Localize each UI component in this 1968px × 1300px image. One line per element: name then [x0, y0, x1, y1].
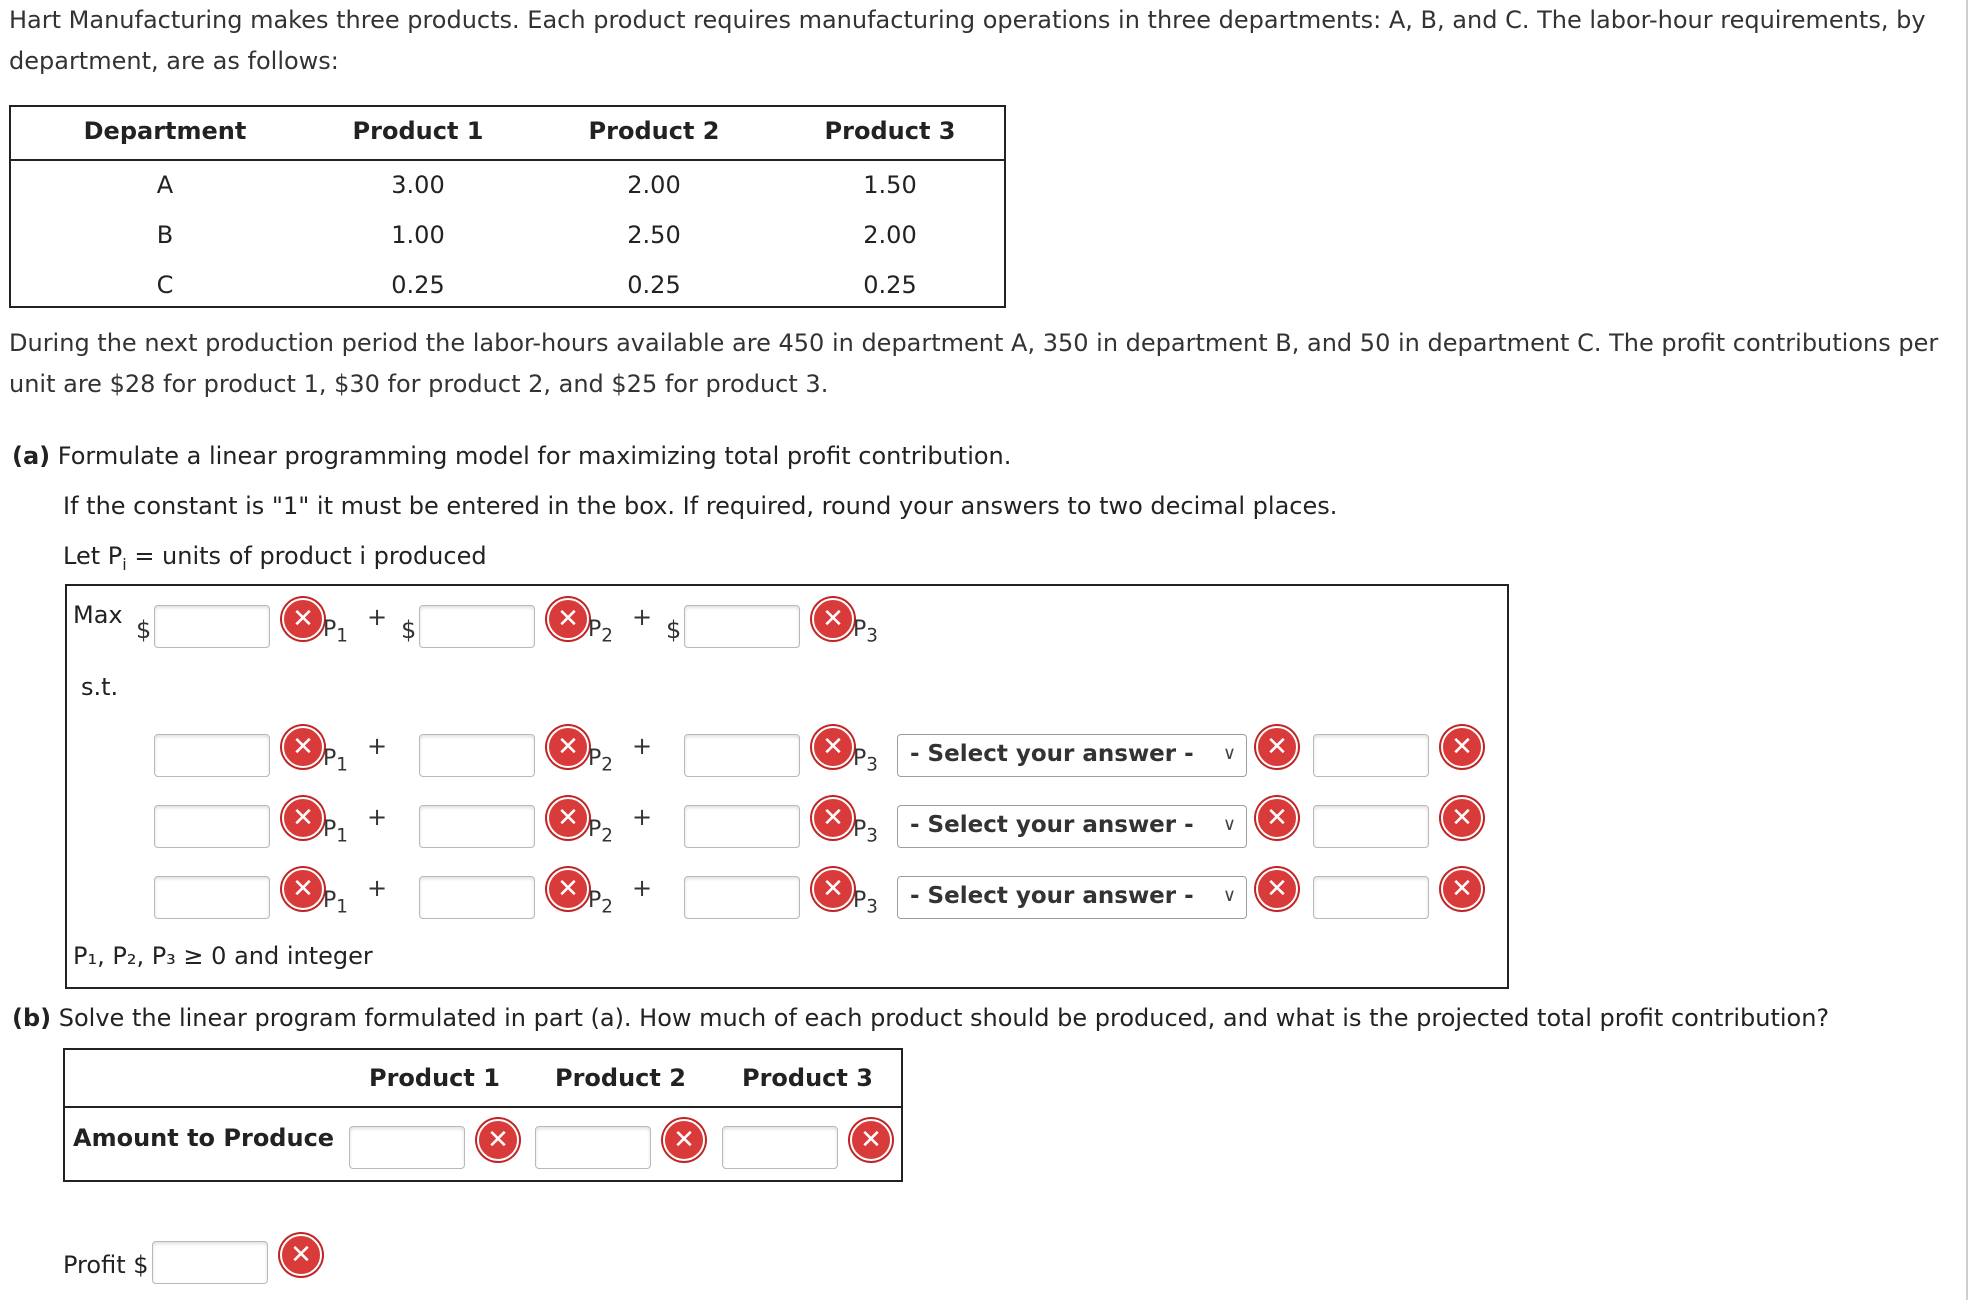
constraint-2-coef-p3-input[interactable]: [684, 805, 800, 848]
plus-sign: +: [367, 603, 388, 631]
incorrect-icon: ✕: [1441, 868, 1483, 910]
header-product-3: Product 3: [742, 1064, 873, 1092]
constraint-1-coef-p1-input[interactable]: [154, 734, 270, 777]
max-label: Max: [73, 601, 123, 629]
amount-product-2-input[interactable]: [535, 1126, 651, 1169]
part-b-label: (b): [12, 1004, 52, 1032]
solution-table-header: [65, 1050, 901, 1108]
var-p1: $P_1$: [323, 617, 348, 647]
var-p1: $P_1$: [323, 888, 348, 918]
incorrect-icon: ✕: [282, 726, 324, 768]
constraint-3-coef-p1-input[interactable]: [154, 876, 270, 919]
var-p3: $P_3$: [853, 817, 878, 847]
constraint-3-coef-p2-input[interactable]: [419, 876, 535, 919]
plus-sign: +: [367, 874, 388, 902]
incorrect-icon: ✕: [812, 598, 854, 640]
dollar-sign: $: [401, 616, 417, 644]
labor-hours-table: Department Product 1 Product 2 Product 3 A 3.00 2.00 1.50 B 1.00 2.50 2.00 C 0.25 0.25 0.25: [9, 105, 1006, 308]
incorrect-icon: ✕: [812, 868, 854, 910]
incorrect-icon: ✕: [1441, 726, 1483, 768]
var-p2: $P_2$: [588, 746, 613, 776]
amount-product-3-input[interactable]: [722, 1126, 838, 1169]
chevron-down-icon: ∨: [1222, 743, 1236, 764]
amount-product-1-input[interactable]: [349, 1126, 465, 1169]
constraint-2-coef-p1-input[interactable]: [154, 805, 270, 848]
constraint-2-relation-select[interactable]: - Select your answer - ∨: [897, 805, 1247, 848]
incorrect-icon: ✕: [282, 598, 324, 640]
dollar-sign: $: [136, 616, 152, 644]
part-a-instruction: If the constant is "1" it must be entered in the box. If required, round your answers to two decimal places.: [63, 492, 1338, 520]
header-product-1: Product 1: [352, 117, 484, 145]
header-product-2: Product 2: [555, 1064, 686, 1092]
var-p2: $P_2$: [588, 617, 613, 647]
incorrect-icon: ✕: [1256, 868, 1298, 910]
incorrect-icon: ✕: [850, 1119, 892, 1161]
constraint-3-rhs-input[interactable]: [1313, 876, 1429, 919]
incorrect-icon: ✕: [547, 797, 589, 839]
incorrect-icon: ✕: [1256, 797, 1298, 839]
chevron-down-icon: ∨: [1222, 814, 1236, 835]
plus-sign: +: [632, 732, 653, 760]
incorrect-icon: ✕: [282, 868, 324, 910]
var-p1: $P_1$: [323, 817, 348, 847]
part-a-question: [12, 442, 1011, 470]
plus-sign: +: [632, 803, 653, 831]
constraint-1-rhs-input[interactable]: [1313, 734, 1429, 777]
dollar-sign: $: [666, 616, 682, 644]
part-a-text: Formulate a linear programming model for maximizing total profit contribution.: [57, 442, 1012, 470]
profit-label: Profit $: [63, 1251, 149, 1279]
header-product-2: Product 2: [588, 117, 720, 145]
part-a-label: (a): [12, 442, 51, 470]
incorrect-icon: ✕: [280, 1234, 322, 1276]
incorrect-icon: ✕: [663, 1119, 705, 1161]
intro-text: Hart Manufacturing makes three products. Each product requires manufacturing operations in three departments: A, B, and C. The labor-hour requirements, by department, are as follows:: [9, 6, 1926, 75]
part-b-text: Solve the linear program formulated in part (a). How much of each product should be produced, and what is the projected total profit contribution?: [58, 1004, 1830, 1032]
var-p2: $P_2$: [588, 817, 613, 847]
objective-coef-p1-input[interactable]: [154, 605, 270, 648]
incorrect-icon: ✕: [547, 598, 589, 640]
nonnegativity-constraint: P₁, P₂, P₃ ≥ 0 and integer: [73, 942, 373, 970]
constraint-3-coef-p3-input[interactable]: [684, 876, 800, 919]
plus-sign: +: [632, 603, 653, 631]
chevron-down-icon: ∨: [1222, 885, 1236, 906]
amount-to-produce-label: Amount to Produce: [73, 1124, 335, 1152]
constraint-1-coef-p3-input[interactable]: [684, 734, 800, 777]
var-p3: $P_3$: [853, 746, 878, 776]
incorrect-icon: ✕: [1256, 726, 1298, 768]
incorrect-icon: ✕: [812, 797, 854, 839]
constraint-2-coef-p2-input[interactable]: [419, 805, 535, 848]
var-p2: $P_2$: [588, 888, 613, 918]
incorrect-icon: ✕: [282, 797, 324, 839]
plus-sign: +: [367, 803, 388, 831]
constraint-2-rhs-input[interactable]: [1313, 805, 1429, 848]
profit-input[interactable]: [152, 1241, 268, 1284]
part-b-question: [12, 1004, 1829, 1032]
var-p3: $P_3$: [853, 617, 878, 647]
constraint-3-relation-select[interactable]: - Select your answer - ∨: [897, 876, 1247, 919]
var-p3: $P_3$: [853, 888, 878, 918]
constraint-1-relation-select[interactable]: - Select your answer - ∨: [897, 734, 1247, 777]
var-p1: $P_1$: [323, 746, 348, 776]
incorrect-icon: ✕: [1441, 797, 1483, 839]
availability-text: During the next production period the labor-hours available are 450 in department A, 350 in department B, and 50 in department C. The profit contributions per unit are $28 for product 1, $30 for product 2, and $25 for product 3.: [9, 329, 1939, 398]
incorrect-icon: ✕: [477, 1119, 519, 1161]
header-department: Department: [83, 117, 247, 145]
incorrect-icon: ✕: [812, 726, 854, 768]
variable-definition: Let $P_i$ = units of product i produced: [63, 542, 487, 574]
plus-sign: +: [632, 874, 653, 902]
header-product-3: Product 3: [824, 117, 956, 145]
incorrect-icon: ✕: [547, 726, 589, 768]
incorrect-icon: ✕: [547, 868, 589, 910]
table-header: [11, 107, 1004, 161]
objective-coef-p2-input[interactable]: [419, 605, 535, 648]
plus-sign: +: [367, 732, 388, 760]
st-label: s.t.: [81, 673, 119, 701]
constraint-1-coef-p2-input[interactable]: [419, 734, 535, 777]
objective-coef-p3-input[interactable]: [684, 605, 800, 648]
header-product-1: Product 1: [369, 1064, 500, 1092]
